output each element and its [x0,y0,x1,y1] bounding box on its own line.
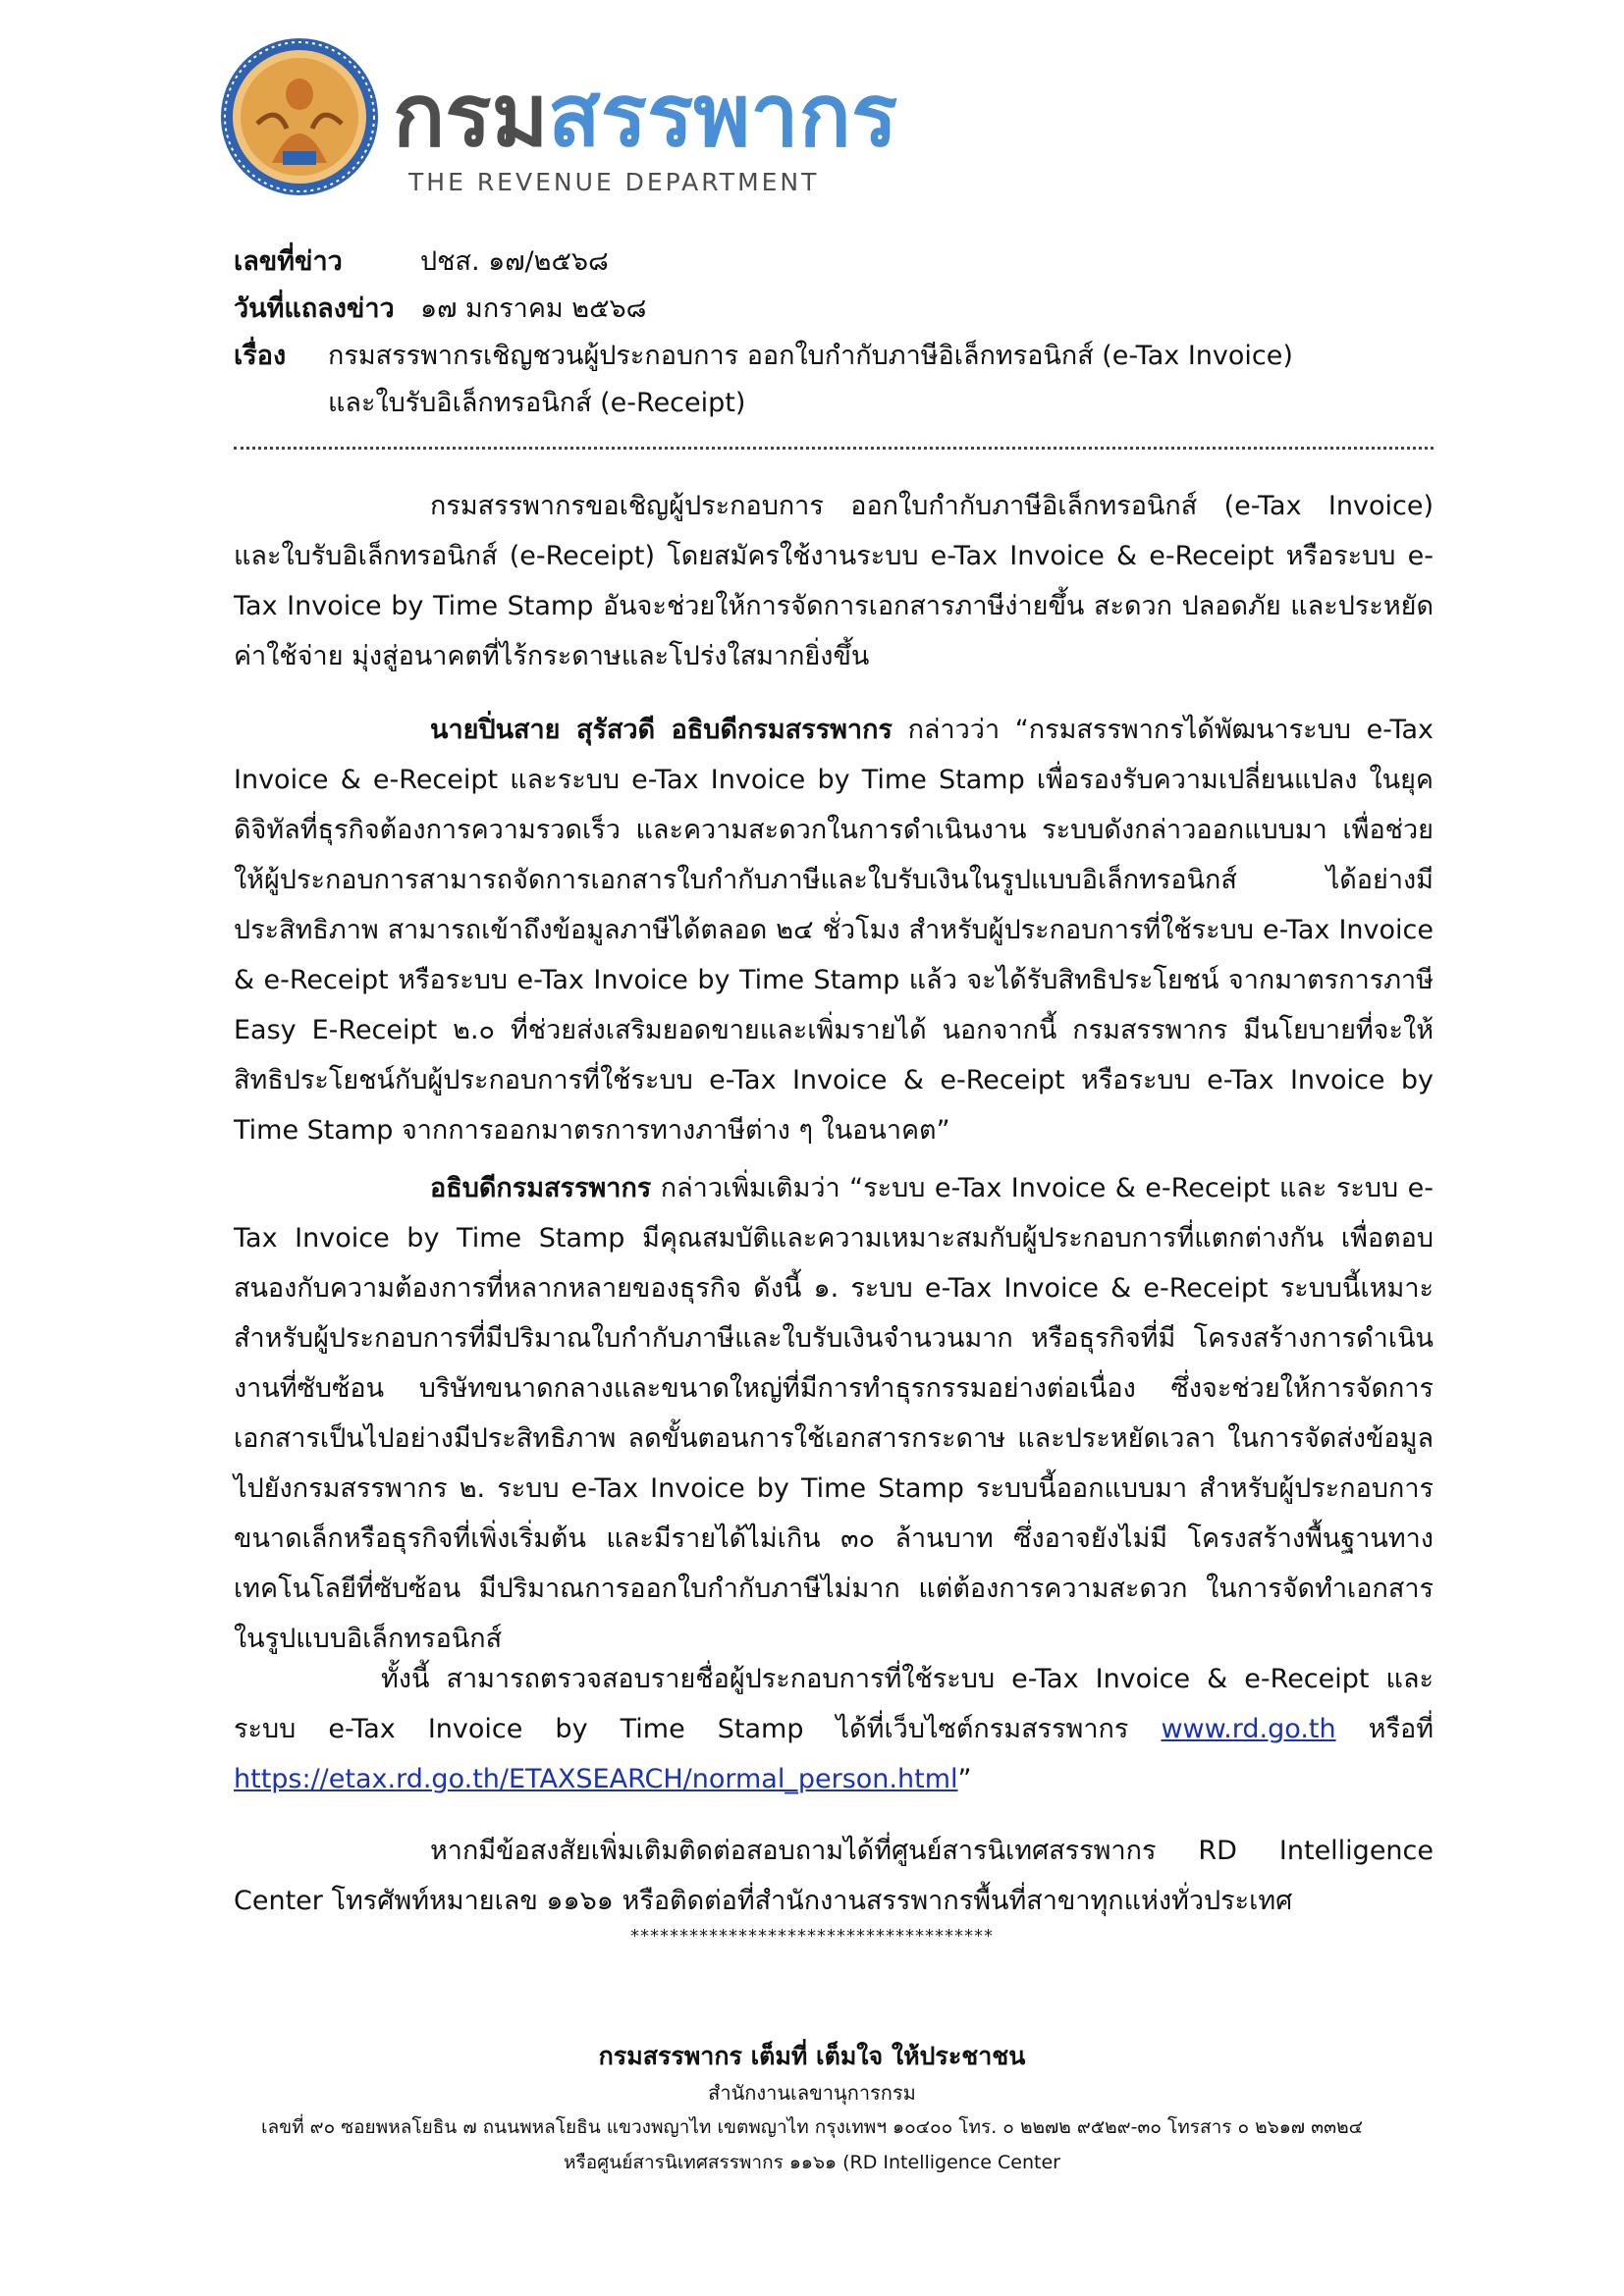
paragraph-invitation-text: กรมสรรพากรขอเชิญผู้ประกอบการ ออกใบกำกับภาษีอิเล็กทรอนิกส์ (e-Tax Invoice) และใบรับอิเล็กทรอนิกส์ (e-Receipt) โดยสมัครใช้งานระบบ e-Tax Invoice & e-Receipt หรือระบบ e-Tax Invoice by Time Stamp อันจะช่วยให้การจัดการเอกสารภาษีง่ายขึ้น สะดวก ปลอดภัย และประหยัดค่าใช้จ่าย มุ่งสู่อนาคตที่ไร้กระดาษและโปร่งใสมากยิ่งขึ้น [234,491,1434,671]
dotted-divider [234,447,1434,450]
verification-text: ทั้งนี้ สามารถตรวจสอบรายชื่อผู้ประกอบการที่ใช้ระบบ e-Tax Invoice & e-Receipt และระบบ e-Tax Invoice by Time Stamp ได้ที่เว็บไซต์กรมสรรพากร [234,1664,1434,1744]
star-divider: ************************************* [630,1926,994,1947]
contact-text: หากมีข้อสงสัยเพิ่มเติมติดต่อสอบถามได้ที่ศูนย์สารนิเทศสรรพากร RD Intelligence Center โทรศัพท์หมายเลข ๑๑๖๑ หรือติดต่อที่สำนักงานสรรพากรพื้นที่สาขาทุกแห่งทั่วประเทศ [234,1836,1434,1916]
verification-or: หรือที่ [1335,1714,1434,1744]
news-number-row [234,240,1451,284]
paragraph-invitation [234,481,1434,681]
release-date-value: ๑๗ มกราคม ๒๕๖๘ [420,294,647,324]
news-number-value: ปชส. ๑๗/๒๕๖๘ [420,246,609,277]
subject-label: เรื่อง [234,341,287,371]
logo-thai-name-blue: สรรพากร [548,65,898,166]
director-quote-text: กล่าวว่า “กรมสรรพากรได้พัฒนาระบบ e-Tax Invoice & e-Receipt และระบบ e-Tax Invoice by Time Stamp เพื่อรองรับความเปลี่ยนแปลง ในยุคดิจิทัลที่ธุรกิจต้องการความรวดเร็ว และความสะดวกในการดำเนินงาน ระบบดังกล่าวออกแบบมา เพื่อช่วยให้ผู้ประกอบการสามารถจัดการเอกสารใบกำกับภาษีและใบรับเงินในรูปแบบอิเล็กทรอนิกส์ ได้อย่างมีประสิทธิภาพ สามารถเข้าถึงข้อมูลภาษีได้ตลอด ๒๔ ชั่วโมง สำหรับผู้ประกอบการที่ใช้ระบบ e-Tax Invoice & e-Receipt หรือระบบ e-Tax Invoice by Time Stamp แล้ว จะได้รับสิทธิประโยชน์ จากมาตรการภาษี Easy E-Receipt ๒.๐ ที่ช่วยส่งเสริมยอดขายและเพิ่มรายได้ นอกจากนี้ กรมสรรพากร มีนโยบายที่จะให้สิทธิประโยชน์กับผู้ประกอบการที่ใช้ระบบ e-Tax Invoice & e-Receipt หรือระบบ e-Tax Invoice by Time Stamp จากการออกมาตรการทางภาษีต่าง ๆ ในอนาคต” [234,715,1434,1146]
wordmark [391,35,898,200]
revenue-department-logo [218,35,898,200]
verification-close-quote: ” [957,1764,972,1794]
subject-line-2: และใบรับอิเล็กทรอนิกส์ (e-Receipt) [328,388,746,418]
paragraph-verification [234,1654,1434,1804]
paragraph-system-comparison [234,1163,1434,1664]
subject-row-2 [328,382,1428,425]
director-name: นายปิ่นสาย สุรัสวดี อธิบดีกรมสรรพากร [430,715,893,745]
paragraph-director-quote [234,705,1434,1155]
release-date-label: วันที่แถลงข่าว [234,294,395,324]
news-number-label: เลขที่ข่าว [234,246,343,277]
logo-thai-name-gray: กรม [393,65,549,166]
department-seal-icon [218,35,381,198]
subject-row [234,335,1451,378]
footer-address: เลขที่ ๙๐ ซอยพหลโยธิน ๗ ถนนพหลโยธิน แขวงพญาไท เขตพญาไท กรุงเทพฯ ๑๐๔๐๐ โทร. ๐ ๒๒๗๒ ๙๕๒๙-๓๐ โทรสาร ๐ ๒๖๑๗ ๓๓๒๔ [260,2116,1363,2138]
footer-intelligence-center: หรือศูนย์สารนิเทศสรรพากร ๑๑๖๑ (RD Intelligence Center [564,2152,1060,2173]
logo-english-name: THE REVENUE DEPARTMENT [408,168,820,196]
system-comparison-text: กล่าวเพิ่มเติมว่า “ระบบ e-Tax Invoice & e-Receipt และ ระบบ e-Tax Invoice by Time Stamp มีคุณสมบัติและความเหมาะสมกับผู้ประกอบการที่แตกต่างกัน เพื่อตอบสนองกับความต้องการที่หลากหลายของธุรกิจ ดังนี้ ๑. ระบบ e-Tax Invoice & e-Receipt ระบบนี้เหมาะสำหรับผู้ประกอบการที่มีปริมาณใบกำกับภาษีและใบรับเงินจำนวนมาก หรือธุรกิจที่มี โครงสร้างการดำเนินงานที่ซับซ้อน บริษัทขนาดกลางและขนาดใหญ่ที่มีการทำธุรกรรมอย่างต่อเนื่อง ซึ่งจะช่วยให้การจัดการเอกสารเป็นไปอย่างมีประสิทธิภาพ ลดขั้นตอนการใช้เอกสารกระดาษ และประหยัดเวลา ในการจัดส่งข้อมูลไปยังกรมสรรพากร ๒. ระบบ e-Tax Invoice by Time Stamp ระบบนี้ออกแบบมา สำหรับผู้ประกอบการขนาดเล็กหรือธุรกิจที่เพิ่งเริ่มต้น และมีรายได้ไม่เกิน ๓๐ ล้านบาท ซึ่งอาจยังไม่มี โครงสร้างพื้นฐานทางเทคโนโลยีที่ซับซ้อน มีปริมาณการออกใบกำกับภาษีไม่มาก แต่ต้องการความสะดวก ในการจัดทำเอกสารในรูปแบบอิเล็กทรอนิกส์ [234,1173,1434,1654]
subject-line-1: กรมสรรพากรเชิญชวนผู้ประกอบการ ออกใบกำกับภาษีอิเล็กทรอนิกส์ (e-Tax Invoice) [328,341,1293,371]
footer-motto: กรมสรรพากร เต็มที่ เต็มใจ ให้ประชาชน [598,2042,1026,2070]
director-title: อธิบดีกรมสรรพากร [430,1173,652,1203]
etax-search-link[interactable]: https://etax.rd.go.th/ETAXSEARCH/normal_person.html [234,1764,958,1794]
release-date-row [234,288,1451,331]
footer-office: สำนักงานเลขานุการกรม [708,2081,916,2105]
rd-website-link[interactable]: www.rd.go.th [1161,1714,1336,1744]
paragraph-contact [234,1826,1434,1926]
